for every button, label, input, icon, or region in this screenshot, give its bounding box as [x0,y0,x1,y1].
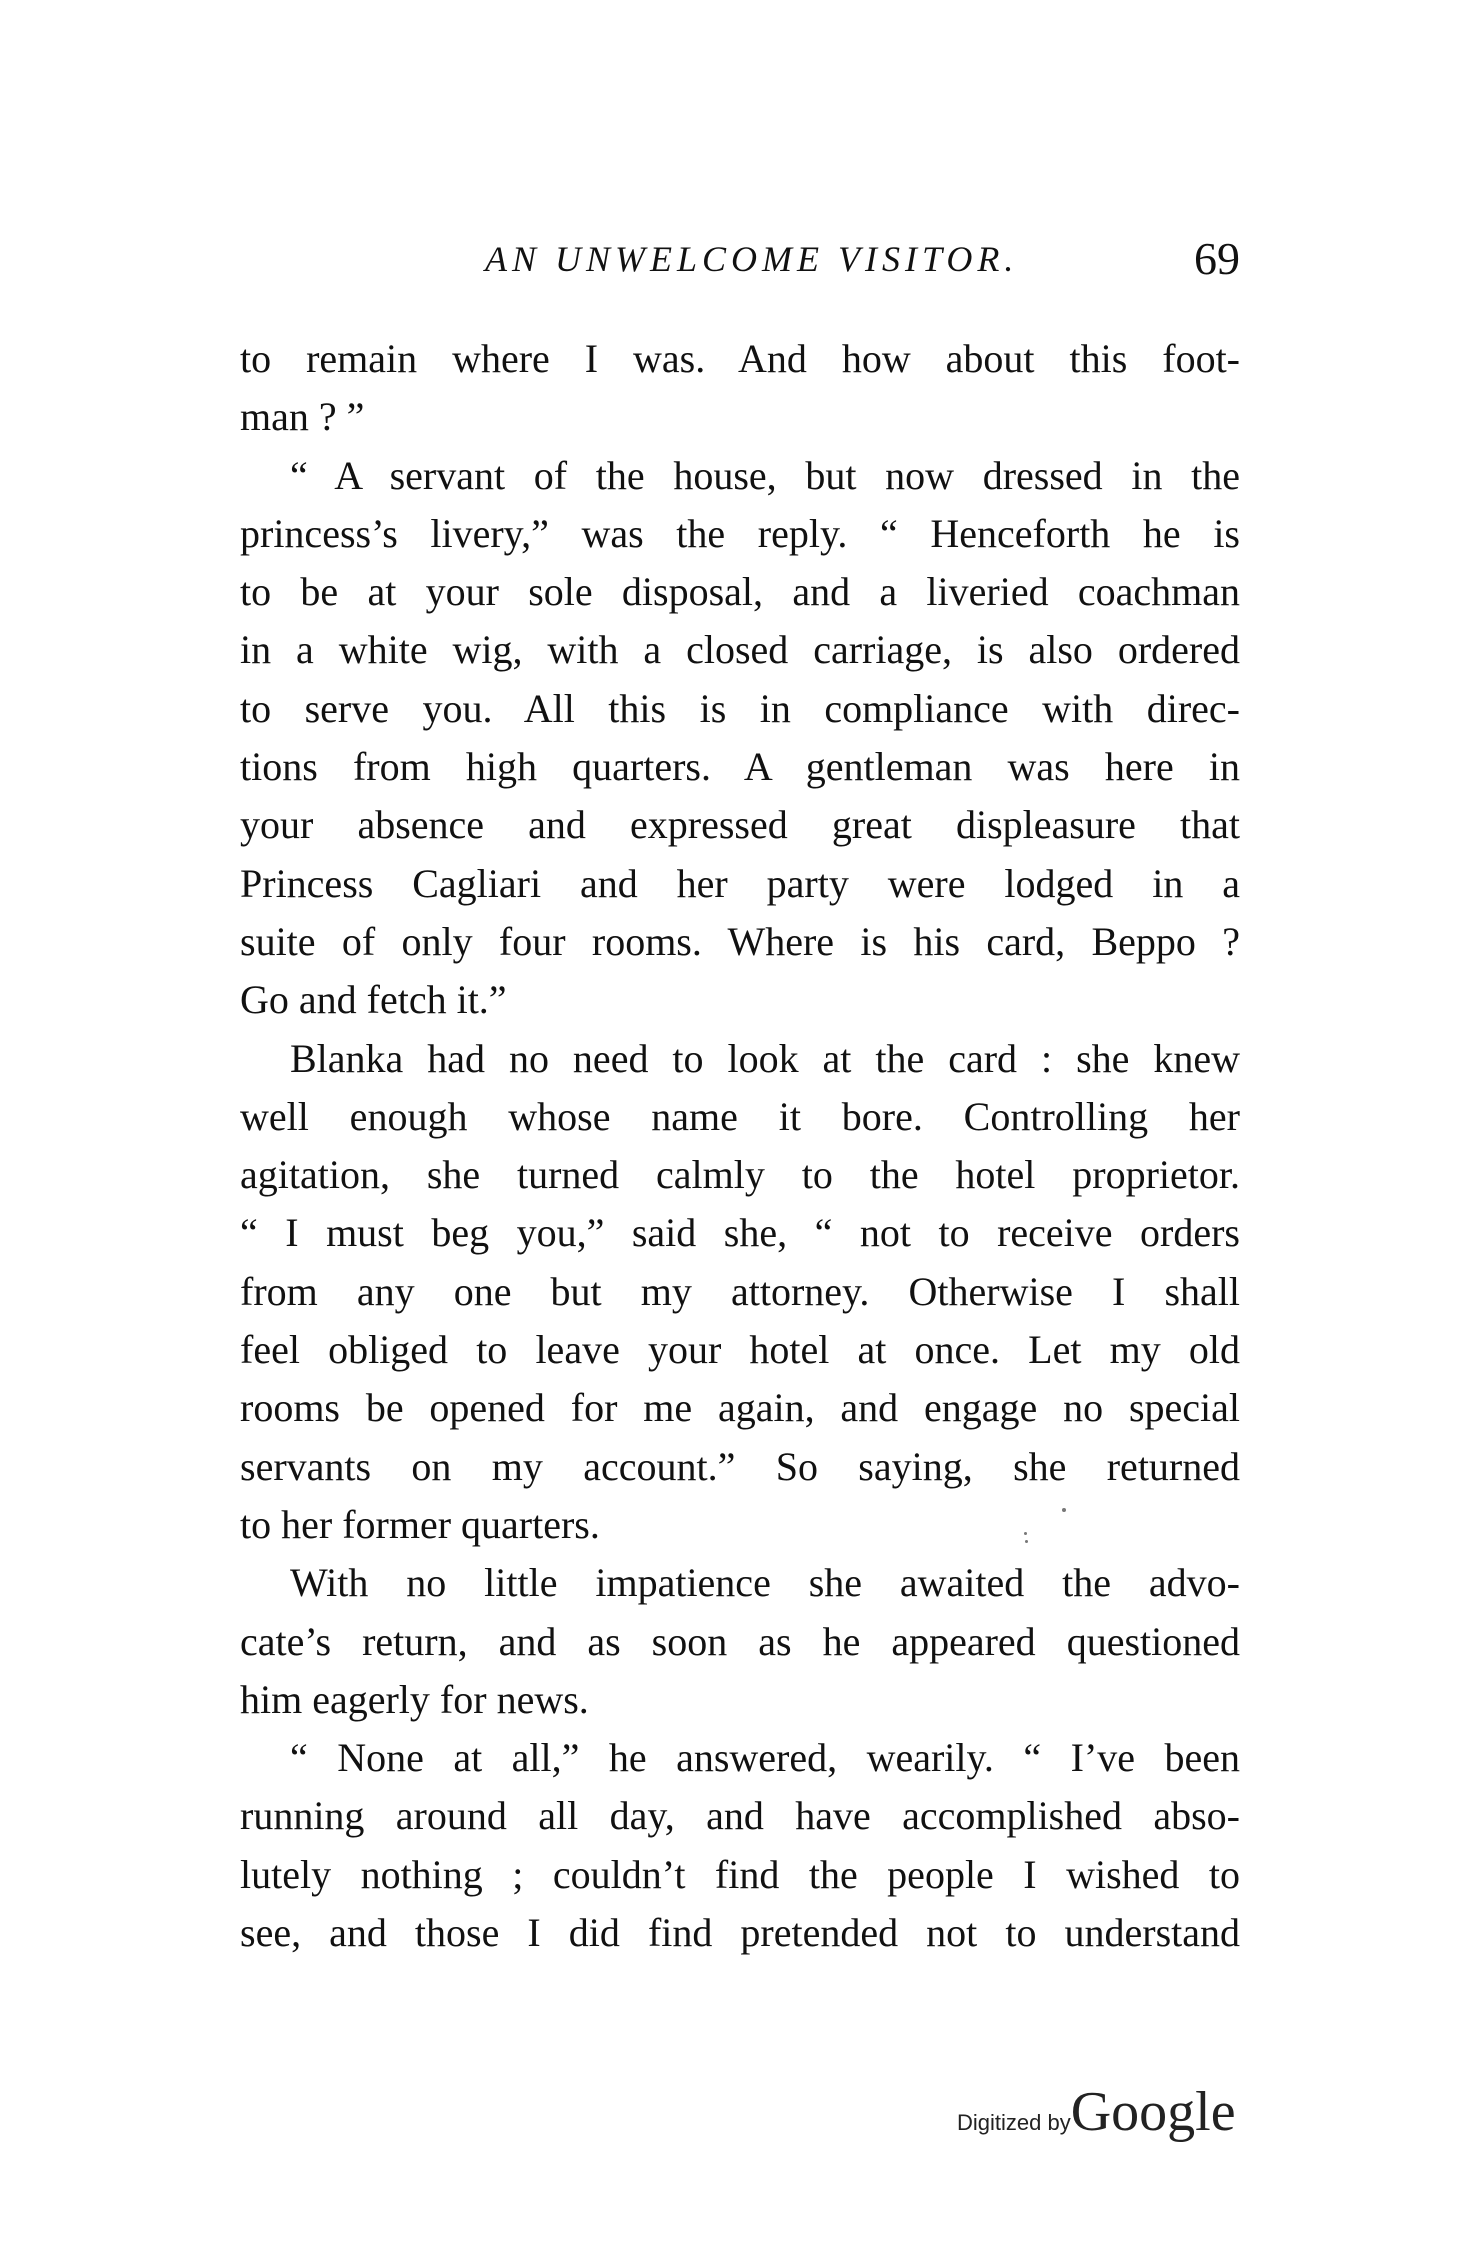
text-line: Blanka had no need to look at the card : she knew [290,1035,1240,1081]
page-header [240,233,1240,298]
body-text [240,330,1240,1962]
text-line: Princess Cagliari and her party were lodged in a [240,860,1240,906]
text-line: from any one but my attorney. Otherwise I shall [240,1268,1240,1314]
scan-speck [1024,1532,1027,1535]
text-line: rooms be opened for me again, and engage no special [240,1385,1240,1431]
text-line: to her former quarters. [240,1501,600,1547]
text-line: suite of only four rooms. Where is his card, Beppo ? [240,918,1240,964]
text-line: to serve you. All this is in compliance with direc- [240,685,1240,731]
scan-speck [1062,1508,1066,1512]
text-line: well enough whose name it bore. Controlling her [240,1093,1240,1139]
digitized-label: Digitized by [957,2110,1071,2135]
running-head: AN UNWELCOME VISITOR. [485,239,1019,279]
text-line: feel obliged to leave your hotel at once. Let my old [240,1327,1240,1373]
text-line: Go and fetch it.” [240,977,507,1023]
digitized-by-watermark [957,2080,1236,2144]
text-line: man ? ” [240,394,365,440]
text-line: agitation, she turned calmly to the hotel proprietor. [240,1152,1240,1198]
text-line: him eagerly for news. [240,1676,589,1722]
text-line: servants on my account.” So saying, she returned [240,1443,1240,1489]
text-line: cate’s return, and as soon as he appeared questioned [240,1618,1240,1664]
text-line: in a white wig, with a closed carriage, is also ordered [240,627,1240,673]
text-line: “ I must beg you,” said she, “ not to receive orders [240,1210,1240,1256]
text-line: lutely nothing ; couldn’t find the people I wished to [240,1851,1240,1897]
text-line: see, and those I did find pretended not to understand [240,1910,1240,1956]
text-line: tions from high quarters. A gentleman was here in [240,744,1240,790]
text-line: running around all day, and have accomplished abso- [240,1793,1240,1839]
text-line: princess’s livery,” was the reply. “ Henceforth he is [240,510,1240,556]
scan-speck [1025,1540,1028,1543]
page-number: 69 [1194,233,1240,284]
text-line: to be at your sole disposal, and a liveried coachman [240,569,1240,615]
text-line: your absence and expressed great displeasure that [240,802,1240,848]
text-line: “ A servant of the house, but now dressed in the [290,452,1240,498]
google-label: Google [1070,2081,1236,2143]
text-line: “ None at all,” he answered, wearily. “ I’ve been [290,1735,1240,1781]
text-line: With no little impatience she awaited the advo- [290,1560,1240,1606]
text-line: to remain where I was. And how about this foot- [240,336,1240,381]
